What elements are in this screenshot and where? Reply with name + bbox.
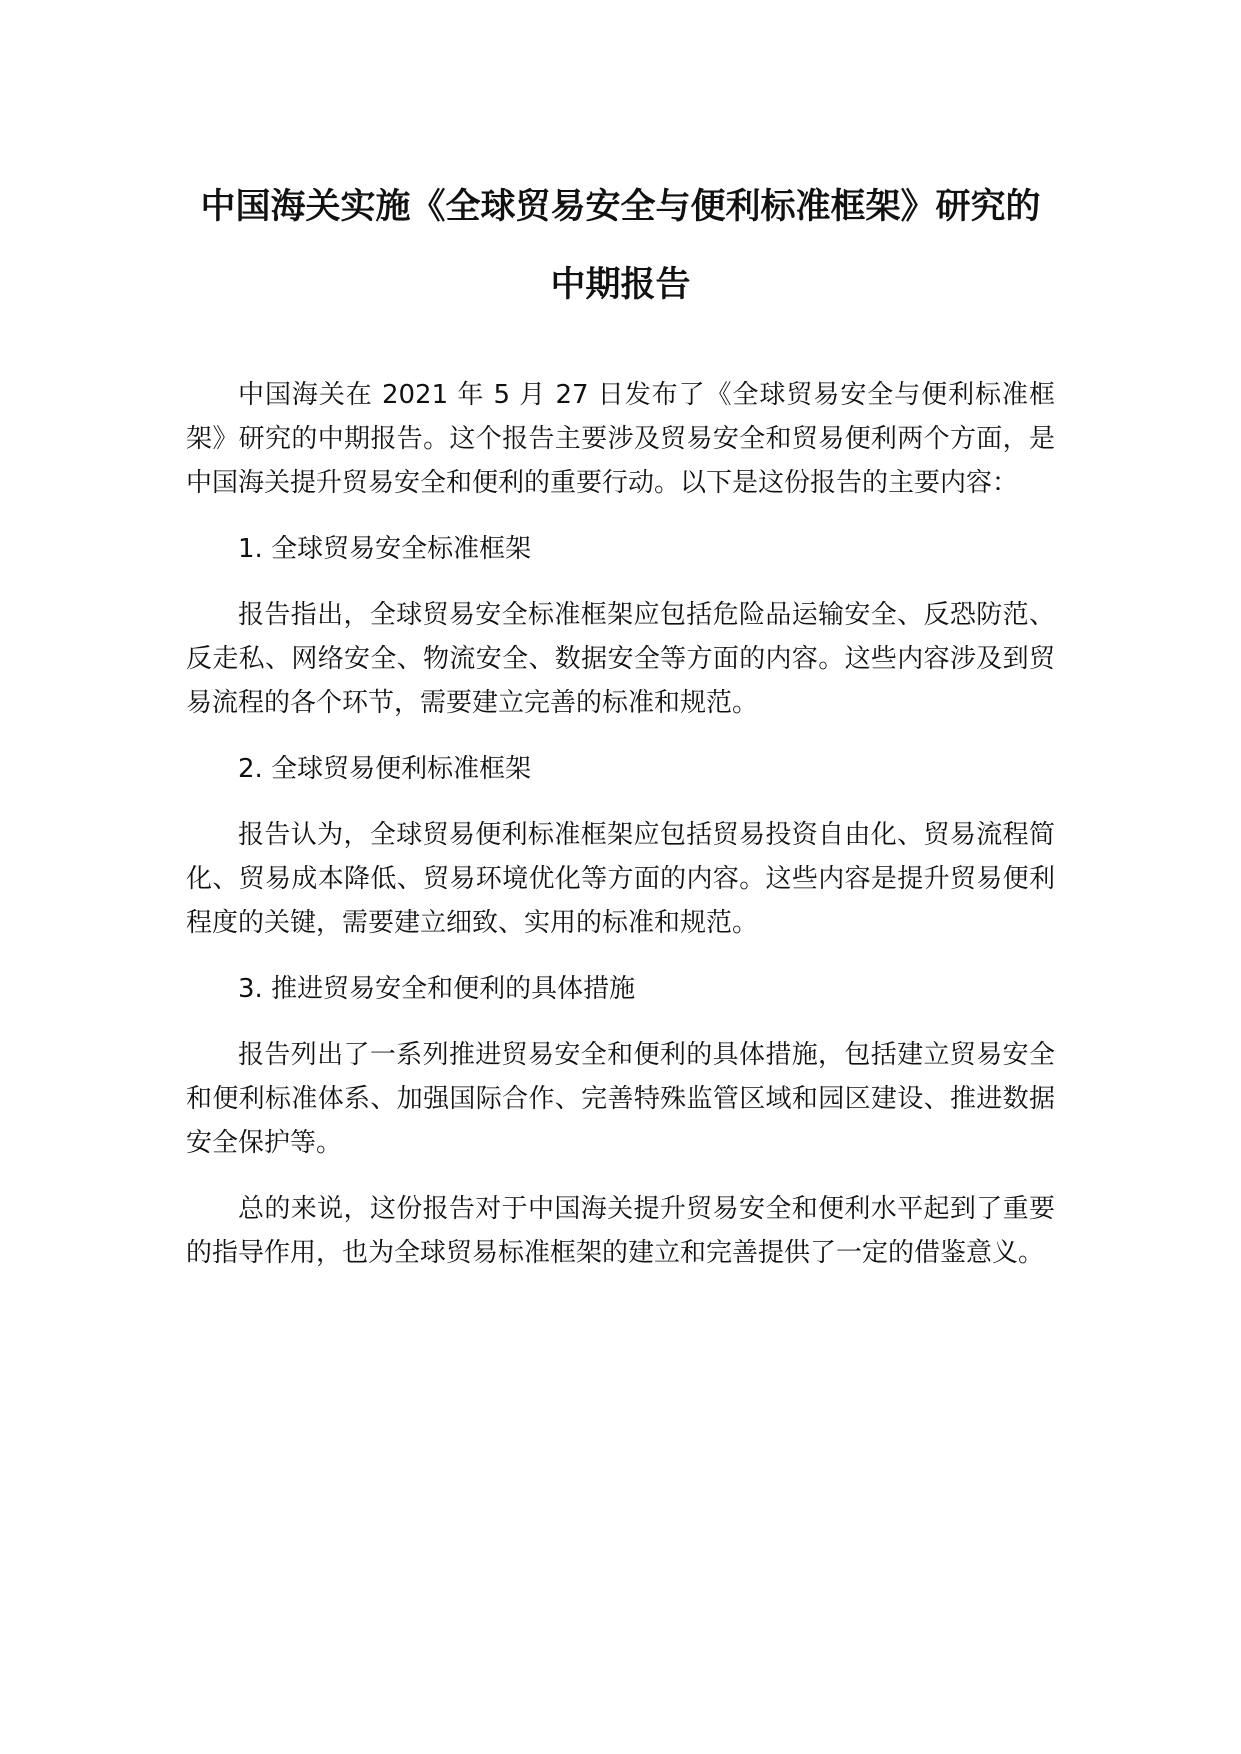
section-heading-2: 2. 全球贸易便利标准框架 [238,754,532,784]
conclusion-paragraph: 总的来说，这份报告对于中国海关提升贸易安全和便利水平起到了重要的指导作用，也为全球贸易标准框架的建立和完善提供了一定的借鉴意义。 [186,1194,1055,1268]
section-body-1: 报告指出，全球贸易安全标准框架应包括危险品运输安全、反恐防范、反走私、网络安全、物流安全、数据安全等方面的内容。这些内容涉及到贸易流程的各个环节，需要建立完善的标准和规范。 [186,600,1055,718]
document-body [186,373,1055,1297]
section-body-2: 报告认为，全球贸易便利标准框架应包括贸易投资自由化、贸易流程简化、贸易成本降低、贸易环境优化等方面的内容。这些内容是提升贸易便利程度的关键，需要建立细致、实用的标准和规范。 [186,820,1055,938]
section-body-3: 报告列出了一系列推进贸易安全和便利的具体措施，包括建立贸易安全和便利标准体系、加强国际合作、完善特殊监管区域和园区建设、推进数据安全保护等。 [186,1040,1055,1158]
document-title: 中国海关实施《全球贸易安全与便利标准框架》研究的中期报告 [200,187,1041,305]
intro-paragraph: 中国海关在 2021 年 5 月 27 日发布了《全球贸易安全与便利标准框架》研究的中期报告。这个报告主要涉及贸易安全和贸易便利两个方面，是中国海关提升贸易安全和便利的重要行动。以下是这份报告的主要内容： [186,380,1055,498]
section-heading-1: 1. 全球贸易安全标准框架 [238,534,532,564]
section-heading-3: 3. 推进贸易安全和便利的具体措施 [238,974,636,1004]
